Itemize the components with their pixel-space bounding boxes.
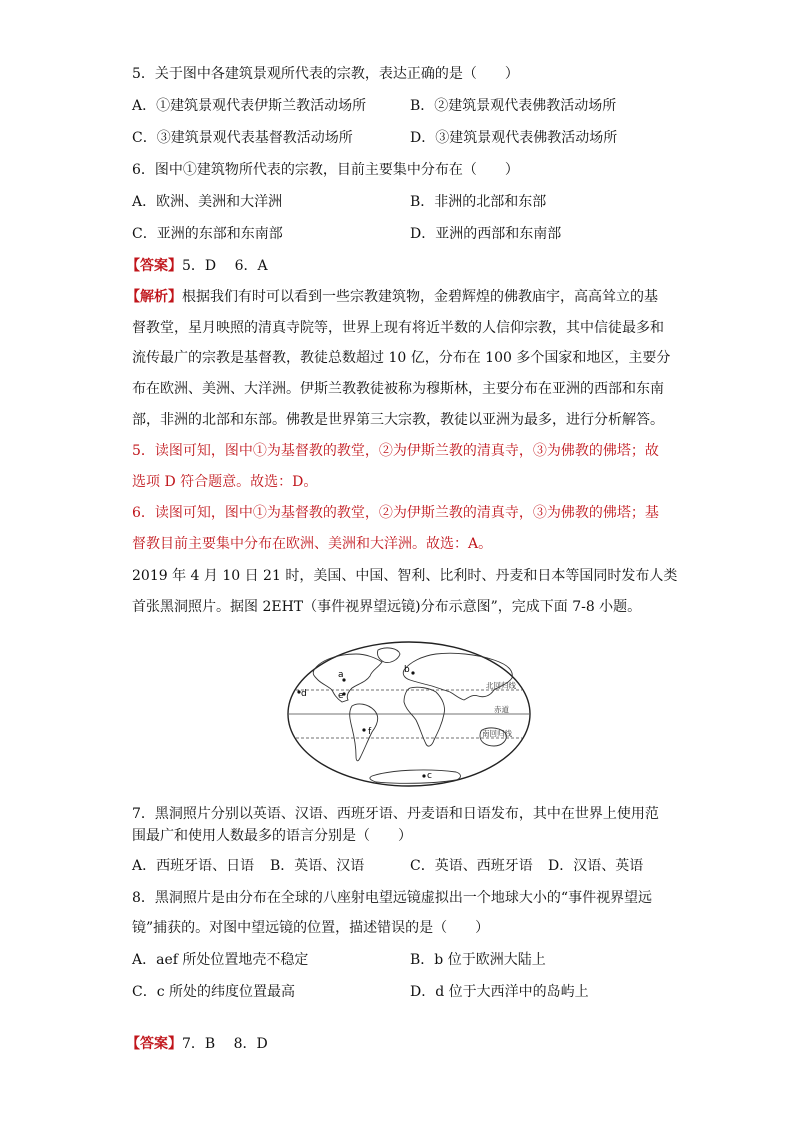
q8-option-d: D．d 位于大西洋中的岛屿上: [410, 984, 589, 1000]
point-b-label: b: [404, 665, 410, 675]
q8-option-a: A．aef 所处位置地壳不稳定: [132, 952, 309, 968]
q5-option-b: B．②建筑景观代表佛教活动场所: [410, 98, 617, 114]
answer-block-1: [126, 256, 268, 276]
q5-stem: 5．关于图中各建筑景观所代表的宗教，表达正确的是（ ）: [132, 66, 519, 82]
world-map-figure: [286, 640, 532, 788]
analysis-line-5: 部，非洲的北部和东部。佛教是世界第三大宗教，教徒以亚洲为最多，进行分析解答。: [132, 412, 664, 428]
answer-text-2: 7．B 8．D: [182, 1036, 268, 1052]
q6-option-a: A．欧洲、美洲和大洋洲: [132, 194, 283, 210]
q7-option-a: A．西班牙语、日语: [132, 858, 255, 874]
analysis-q5-line-1: 5．读图可知，图中①为基督教的教堂，②为伊斯兰教的清真寺，③为佛教的佛塔；故: [132, 443, 659, 459]
q7-option-d: D．汉语、英语: [548, 858, 644, 874]
answer-tag: 【答案】: [126, 258, 182, 274]
answer-text: 5．D 6．A: [182, 258, 268, 274]
point-b-dot: [411, 671, 414, 674]
tropic-north-label: 北回归线: [486, 681, 516, 690]
q5-option-a: A．①建筑景观代表伊斯兰教活动场所: [132, 98, 367, 114]
world-map-svg: [286, 640, 532, 788]
intro-line-1: 2019 年 4 月 10 日 21 时，美国、中国、智利、比利时、丹麦和日本等国同时发布人类: [132, 568, 678, 584]
analysis-q6-line-1: 6．读图可知，图中①为基督教的教堂，②为伊斯兰教的清真寺，③为佛教的佛塔；基: [132, 505, 659, 521]
q8-stem-line-2: 镜”捕获的。对图中望远镜的位置，描述错误的是（ ）: [132, 920, 490, 936]
q6-option-b: B．非洲的北部和东部: [410, 194, 547, 210]
q5-option-c: C．③建筑景观代表基督教活动场所: [132, 130, 353, 146]
analysis-tag: 【解析】: [126, 289, 182, 305]
q8-stem-line-1: 8．黑洞照片是由分布在全球的八座射电望远镜虚拟出一个地球大小的“事件视界望远: [132, 890, 653, 906]
point-a-label: a: [338, 670, 344, 680]
analysis-line-3: 流传最广的宗教是基督教，教徒总数超过 10 亿，分布在 100 多个国家和地区，主要分: [132, 350, 671, 366]
analysis-q5-line-2: 选项 D 符合题意。故选：D。: [132, 474, 318, 490]
analysis-text-1: 根据我们有时可以看到一些宗教建筑物，金碧辉煌的佛教庙宇，高高耸立的基: [182, 289, 658, 305]
analysis-line-2: 督教堂，星月映照的清真寺院等，世界上现有将近半数的人信仰宗教，其中信徒最多和: [132, 320, 664, 336]
q8-option-c: C．c 所处的纬度位置最高: [132, 984, 296, 1000]
point-d-label: d: [301, 689, 307, 699]
q6-stem: 6．图中①建筑物所代表的宗教，目前主要集中分布在（ ）: [132, 162, 519, 178]
q7-stem-line-1: 7．黑洞照片分别以英语、汉语、西班牙语、丹麦语和日语发布，其中在世界上使用范: [132, 806, 659, 822]
point-f-dot: [362, 728, 365, 731]
q7-option-b: B．英语、汉语: [270, 858, 365, 874]
q5-option-d: D．③建筑景观代表佛教活动场所: [410, 130, 618, 146]
q6-option-d: D．亚洲的西部和东南部: [410, 226, 562, 242]
tropic-south-label: 南回归线: [482, 729, 512, 738]
answer-block-2: [126, 1034, 268, 1054]
point-c-dot: [422, 774, 425, 777]
answer-tag-2: 【答案】: [126, 1036, 182, 1052]
intro-line-2: 首张黑洞照片。据图 2EHT（事件视界望远镜)分布示意图”，完成下面 7-8 小题。: [132, 599, 642, 615]
point-e-label: e: [338, 691, 344, 701]
analysis-line-4: 布在欧洲、美洲、大洋洲。伊斯兰教教徒被称为穆斯林，主要分布在亚洲的西部和东南: [132, 381, 664, 397]
equator-label: 赤道: [494, 705, 509, 714]
q8-option-b: B．b 位于欧洲大陆上: [410, 952, 546, 968]
analysis-q6-line-2: 督教目前主要集中分布在欧洲、美洲和大洋洲。故选：A。: [132, 536, 493, 552]
q6-option-c: C．亚洲的东部和东南部: [132, 226, 283, 242]
point-f-label: f: [368, 727, 372, 737]
q7-option-c: C．英语、西班牙语: [410, 858, 533, 874]
analysis-line-1: [126, 287, 658, 307]
q7-stem-line-2: 围最广和使用人数最多的语言分别是（ ）: [132, 828, 412, 844]
point-c-label: c: [427, 771, 432, 781]
